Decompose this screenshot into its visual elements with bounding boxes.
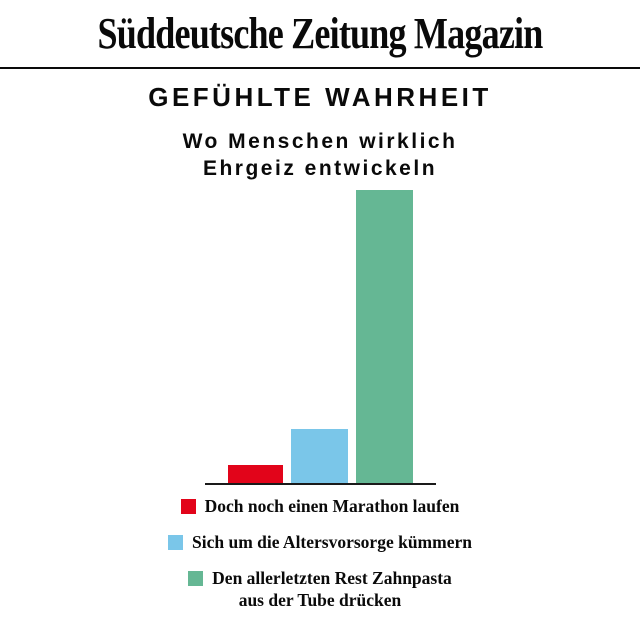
chart-legend [0, 496, 640, 626]
bar-zahnpasta [356, 190, 413, 483]
legend-item-marathon [0, 496, 640, 517]
bar-chart [205, 190, 436, 485]
masthead-divider [0, 67, 640, 69]
bar-altersvorsorge [291, 429, 348, 483]
legend-item-zahnpasta [0, 568, 640, 611]
legend-swatch-green-icon [188, 571, 203, 586]
bar-marathon [228, 465, 283, 483]
chart-title-line-2: Ehrgeiz entwickeln [202, 157, 438, 180]
legend-label-zahnpasta-line-1: Den allerletzten Rest Zahnpasta [212, 568, 452, 588]
chart-title [0, 128, 640, 182]
legend-item-altersvorsorge [0, 532, 640, 553]
series-label: GEFÜHLTE WAHRHEIT [148, 82, 492, 112]
legend-label-zahnpasta-line-2: aus der Tube drücken [238, 590, 402, 610]
legend-label-altersvorsorge: Sich um die Altersvorsorge kümmern [192, 532, 472, 552]
legend-label-marathon: Doch noch einen Marathon laufen [204, 496, 460, 516]
chart-title-line-1: Wo Menschen wirklich [182, 130, 458, 153]
legend-swatch-blue-icon [168, 535, 183, 550]
legend-swatch-red-icon [181, 499, 196, 514]
masthead-title: Süddeutsche Zeitung Magazin [97, 9, 543, 58]
